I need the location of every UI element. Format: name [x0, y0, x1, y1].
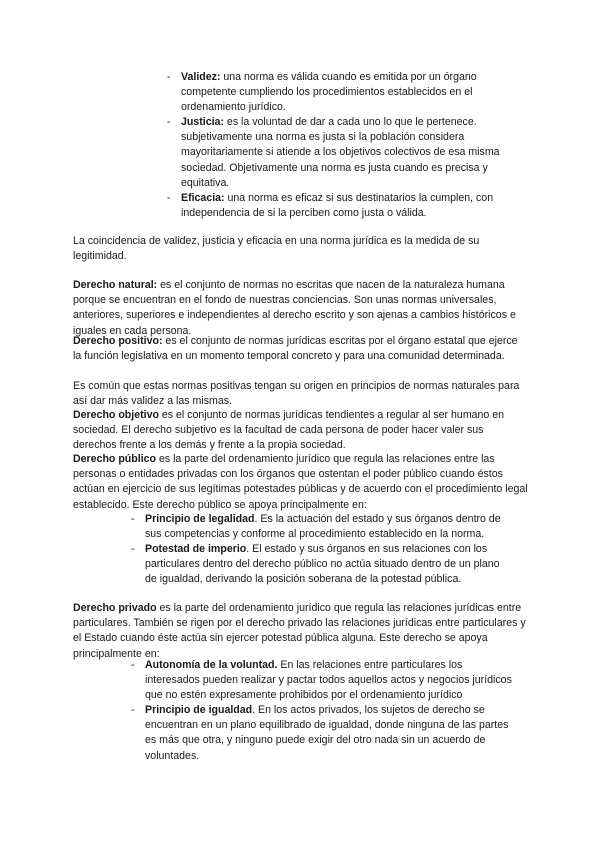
list-item-potestad-imperio [131, 542, 510, 588]
text-derecho-objetivo: es el conjunto de normas jurídicas tendientes a regular al ser humano en sociedad. El derecho subjetivo es la facultad de cada persona de poder hacer valer sus derechos frente a los demás y frente a la propia sociedad. [73, 409, 505, 452]
paragraph-positivo-note: Es común que estas normas positivas tengan su origen en principios de normas naturales para así dar más validez a las mismas. [73, 380, 520, 408]
list-item-justicia [167, 115, 516, 191]
term-derecho-publico: Derecho público [73, 453, 156, 465]
dash-bullet: - [131, 543, 135, 555]
text-validez: una norma es válida cuando es emitida por un órgano competente cumpliendo los procedimientos establecidos en el ordenamiento jurídico. [181, 71, 477, 114]
text-principio-igualdad: . En los actos privados, los sujetos de derecho se encuentran en un plano equilibrado de igualdad, donde ninguna de las partes es más que otra, y ninguno puede exigir del otro nada sin un acuerdo de voluntades. [145, 704, 509, 762]
list-item-principio-igualdad [131, 703, 517, 764]
dash-bullet: - [131, 704, 135, 716]
text-justicia: es la voluntad de dar a cada uno lo que le pertenece. subjetivamente una norma es justa si la población considera mayoritariamente si atiende a los objetivos colectivos de esa misma sociedad. Objetivamente una norma es justa cuando es precisa y equitativa. [181, 116, 500, 189]
text-principio-legalidad: . Es la actuación del estado y sus órganos dentro de sus competencias y conforme al procedimiento establecido en la norma. [145, 513, 501, 541]
text-autonomia: En las relaciones entre particulares los interesados pueden realizar y pactar todos aquellos actos y negocios jurídicos que no estén expresamente prohibidos por el ordenamiento jurídico [145, 659, 512, 702]
term-potestad-imperio: Potestad de imperio [145, 543, 247, 555]
text-derecho-natural: es el conjunto de normas no escritas que nacen de la naturaleza humana porque se encuentran en el fondo de nuestras conciencias. Son unas normas universales, anteriores, superiores e independientes al derecho escrito y son ajenas a cambios históricos e iguales en cada persona. [73, 279, 516, 337]
dash-bullet: - [131, 513, 135, 525]
term-derecho-positivo: Derecho positivo: [73, 335, 163, 347]
paragraph-derecho-privado [73, 601, 528, 662]
text-derecho-positivo: es el conjunto de normas jurídicas escritas por el órgano estatal que ejerce la función legislativa en un momento temporal concreto y para una comunidad determinada. [73, 335, 518, 363]
dash-bullet: - [167, 116, 171, 128]
term-justicia: Justicia: [181, 116, 224, 128]
list-item-eficacia [167, 191, 516, 221]
paragraph-legitimidad: La coincidencia de validez, justicia y eficacia en una norma jurídica es la medida de su legitimidad. [73, 235, 480, 263]
term-derecho-natural: Derecho natural: [73, 279, 158, 291]
dash-bullet: - [167, 71, 171, 83]
list-item-autonomia [131, 658, 517, 704]
text-eficacia: una norma es eficaz si sus destinatarios la cumplen, con independencia de si la perciben como justa o válida. [181, 192, 494, 220]
term-derecho-privado: Derecho privado [73, 602, 157, 614]
term-principio-legalidad: Principio de legalidad [145, 513, 255, 525]
term-principio-igualdad: Principio de igualdad [145, 704, 253, 716]
term-derecho-objetivo: Derecho objetivo [73, 409, 159, 421]
paragraph-derecho-objetivo [73, 408, 528, 454]
text-derecho-privado: es la parte del ordenamiento jurídico que regula las relaciones jurídicas entre particulares. También se rigen por el derecho privado las relaciones jurídicas entre particulares y el Estado cuando éste actúa sin ejercer potestad pública alguna. Este derecho se apoya principalmente en: [73, 602, 526, 660]
dash-bullet: - [167, 192, 171, 204]
term-autonomia: Autonomía de la voluntad. [145, 659, 278, 671]
term-validez: Validez: [181, 71, 221, 83]
list-item-validez [167, 70, 516, 116]
paragraph-derecho-natural [73, 278, 528, 339]
paragraph-derecho-positivo [73, 334, 528, 364]
dash-bullet: - [131, 659, 135, 671]
list-item-principio-legalidad [131, 512, 510, 542]
paragraph-derecho-publico [73, 452, 528, 513]
term-eficacia: Eficacia: [181, 192, 225, 204]
text-derecho-publico: es la parte del ordenamiento jurídico que regula las relaciones entre las personas o entidades privadas con los órganos que ostentan el poder público cuando éstos actúan en ejercicio de sus legítimas potestades públicas y de acuerdo con el procedimiento legal establecido. Este derecho público se apoya principalmente en: [73, 453, 528, 511]
text-potestad-imperio: . El estado y sus órganos en sus relaciones con los particulares dentro del derecho público no actúa situado dentro de un plano de igualdad, derivando la posición soberana de la potestad pública. [145, 543, 500, 586]
